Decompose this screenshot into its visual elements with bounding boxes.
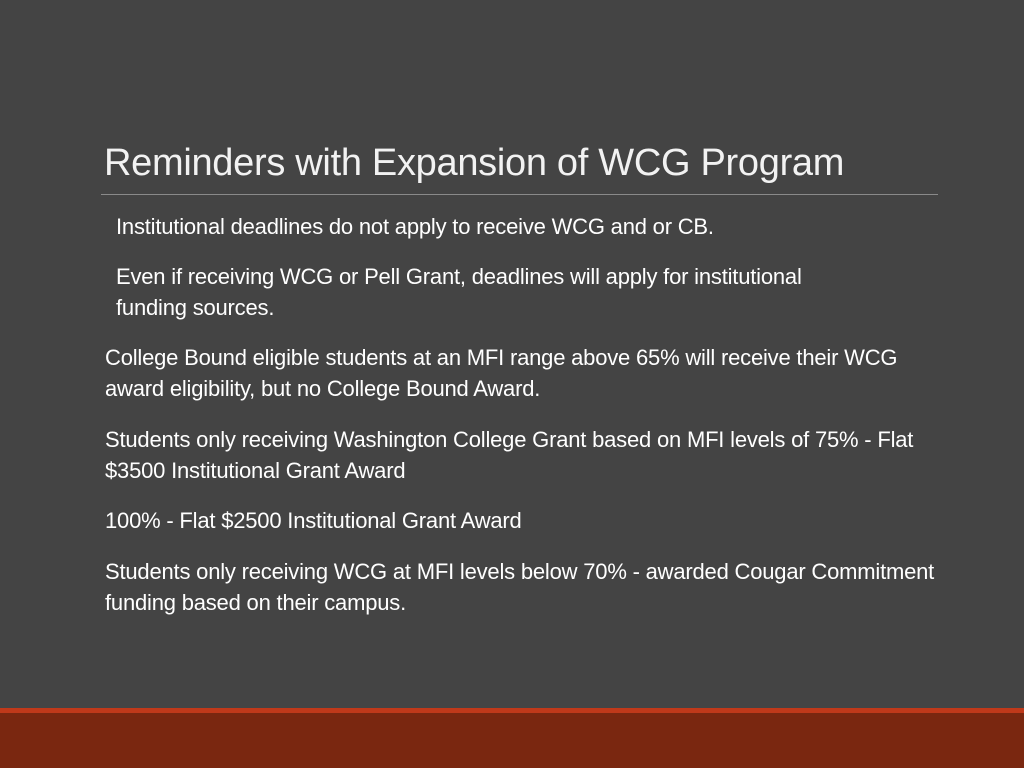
body-paragraph-6: Students only receiving WCG at MFI levels below 70% - awarded Cougar Commitment funding based on their campus. [105,559,935,615]
body-paragraph-4: Students only receiving Washington College Grant based on MFI levels of 75% - Flat $3500 Institutional Grant Award [105,427,914,483]
body-paragraph-5: 100% - Flat $2500 Institutional Grant Award [105,508,522,533]
footer-band [0,713,1024,768]
body-paragraph-3: College Bound eligible students at an MFI range above 65% will receive their WCG award eligibility, but no College Bound Award. [105,345,898,401]
body-paragraph-2: Even if receiving WCG or Pell Grant, deadlines will apply for institutional funding sources. [116,264,802,320]
slide-title: Reminders with Expansion of WCG Program [104,142,845,184]
body-paragraph-1: Institutional deadlines do not apply to receive WCG and or CB. [116,214,714,239]
